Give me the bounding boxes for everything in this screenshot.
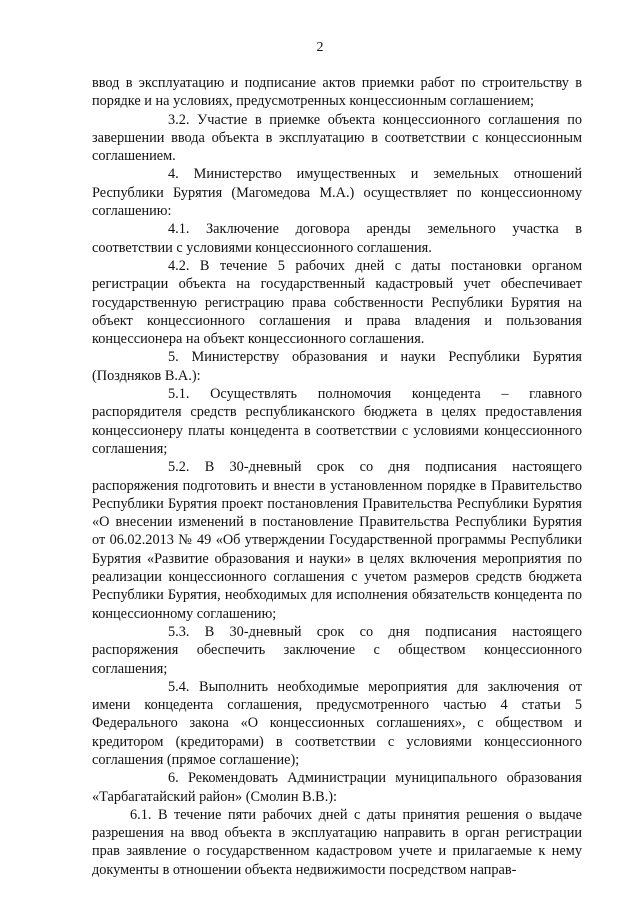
paragraph-4-1 [92, 220, 582, 257]
paragraph-4 [92, 165, 582, 220]
page-number: 2 [316, 40, 324, 55]
paragraph-6 [92, 769, 582, 806]
paragraph-text: ввод в эксплуатацию и подписание актов приемки работ по строительству в порядке и на условиях, предусмотренных концессионным соглашением; [92, 75, 582, 110]
paragraph-text: Осуществлять полномочия концедента – главного распорядителя средств республиканского бюджета в целях предоставления концессионеру платы концедента в соответствии с условиями концессионного соглашения; [92, 386, 582, 457]
paragraph-number: 5.3. [168, 623, 190, 640]
paragraph-6-1 [92, 806, 582, 879]
paragraph-text: Участие в приемке объекта концессионного соглашения по завершении ввода объекта в эксплуатацию в соответствии с концессионным соглашением. [92, 111, 583, 165]
paragraph-text: Заключение договора аренды земельного участка в соответствии с условиями концессионного соглашения. [92, 221, 583, 256]
paragraph-number: 5.2. [168, 459, 190, 476]
paragraph-number: 4.1. [168, 221, 190, 238]
paragraph-3-2 [92, 111, 582, 166]
paragraph-4-2 [92, 257, 582, 348]
paragraph-text: В течение 5 рабочих дней с даты постановки органом регистрации объекта на государственный кадастровый учет обеспечивает государственную регистрацию права собственности Республики Бурятия на объект концессионного соглашения и права владения и пользования концессионера на объект концессионного соглашения. [92, 257, 582, 348]
paragraph-5-1 [92, 385, 582, 458]
paragraph-number: 5.4. [168, 678, 190, 695]
paragraph-number: 5.1. [168, 386, 190, 403]
paragraph-text: В течение пяти рабочих дней с даты принятия решения о выдаче разрешения на ввод объекта в эксплуатацию направить в орган регистрации прав заявление о государственном кадастровом учете и прилагаемые к нему документы в отношении объекта недвижимости посредством направ- [92, 806, 583, 878]
paragraph-5-3 [92, 623, 582, 678]
paragraph-number: 6. [168, 770, 179, 787]
paragraph-text: Выполнить необходимые мероприятия для заключения от имени концедента соглашения, предусмотренного частью 4 статьи 5 Федерального закона «О концессионных соглашениях», с обществом и кредитором (кредиторами) в соответствии с условиями концессионного соглашения (прямое соглашение); [92, 678, 582, 768]
paragraph-text: Министерство имущественных и земельных отношений Республики Бурятия (Магомедова М.А.) осуществляет по концессионному соглашению: [92, 166, 583, 220]
paragraph-number: 4.2. [168, 257, 190, 274]
paragraph-5 [92, 348, 582, 385]
document-body [92, 74, 582, 879]
paragraph-number: 6.1. [130, 806, 152, 823]
paragraph-text: В 30-дневный срок со дня подписания настоящего распоряжения обеспечить заключение с обществом концессионного соглашения; [92, 623, 583, 677]
paragraph-continuation [92, 74, 582, 111]
paragraph-text: Рекомендовать Администрации муниципального образования «Тарбагатайский район» (Смолин В.В.): [92, 770, 583, 805]
paragraph-5-2 [92, 458, 582, 623]
paragraph-number: 5. [168, 349, 179, 366]
paragraph-5-4 [92, 678, 582, 769]
paragraph-text: В 30-дневный срок со дня подписания настоящего распоряжения подготовить и внести в установленном порядке в Правительство Республики Бурятия проект постановления Правительства Республики Бурятия «О внесении изменений в постановление Правительства Республики Бурятия от 06.02.2013 № 49 «Об утверждении Государственной программы Республики Бурятия «Развитие образования и науки» в целях включения мероприятия по реализации концессионного соглашения с учетом размеров средств бюджета Республики Бурятия, необходимых для исполнения обязательств концедента по концессионному соглашению; [92, 459, 583, 622]
paragraph-text: Министерству образования и науки Республики Бурятия (Поздняков В.А.): [92, 349, 582, 384]
paragraph-number: 4. [168, 166, 179, 183]
paragraph-number: 3.2. [168, 111, 190, 128]
